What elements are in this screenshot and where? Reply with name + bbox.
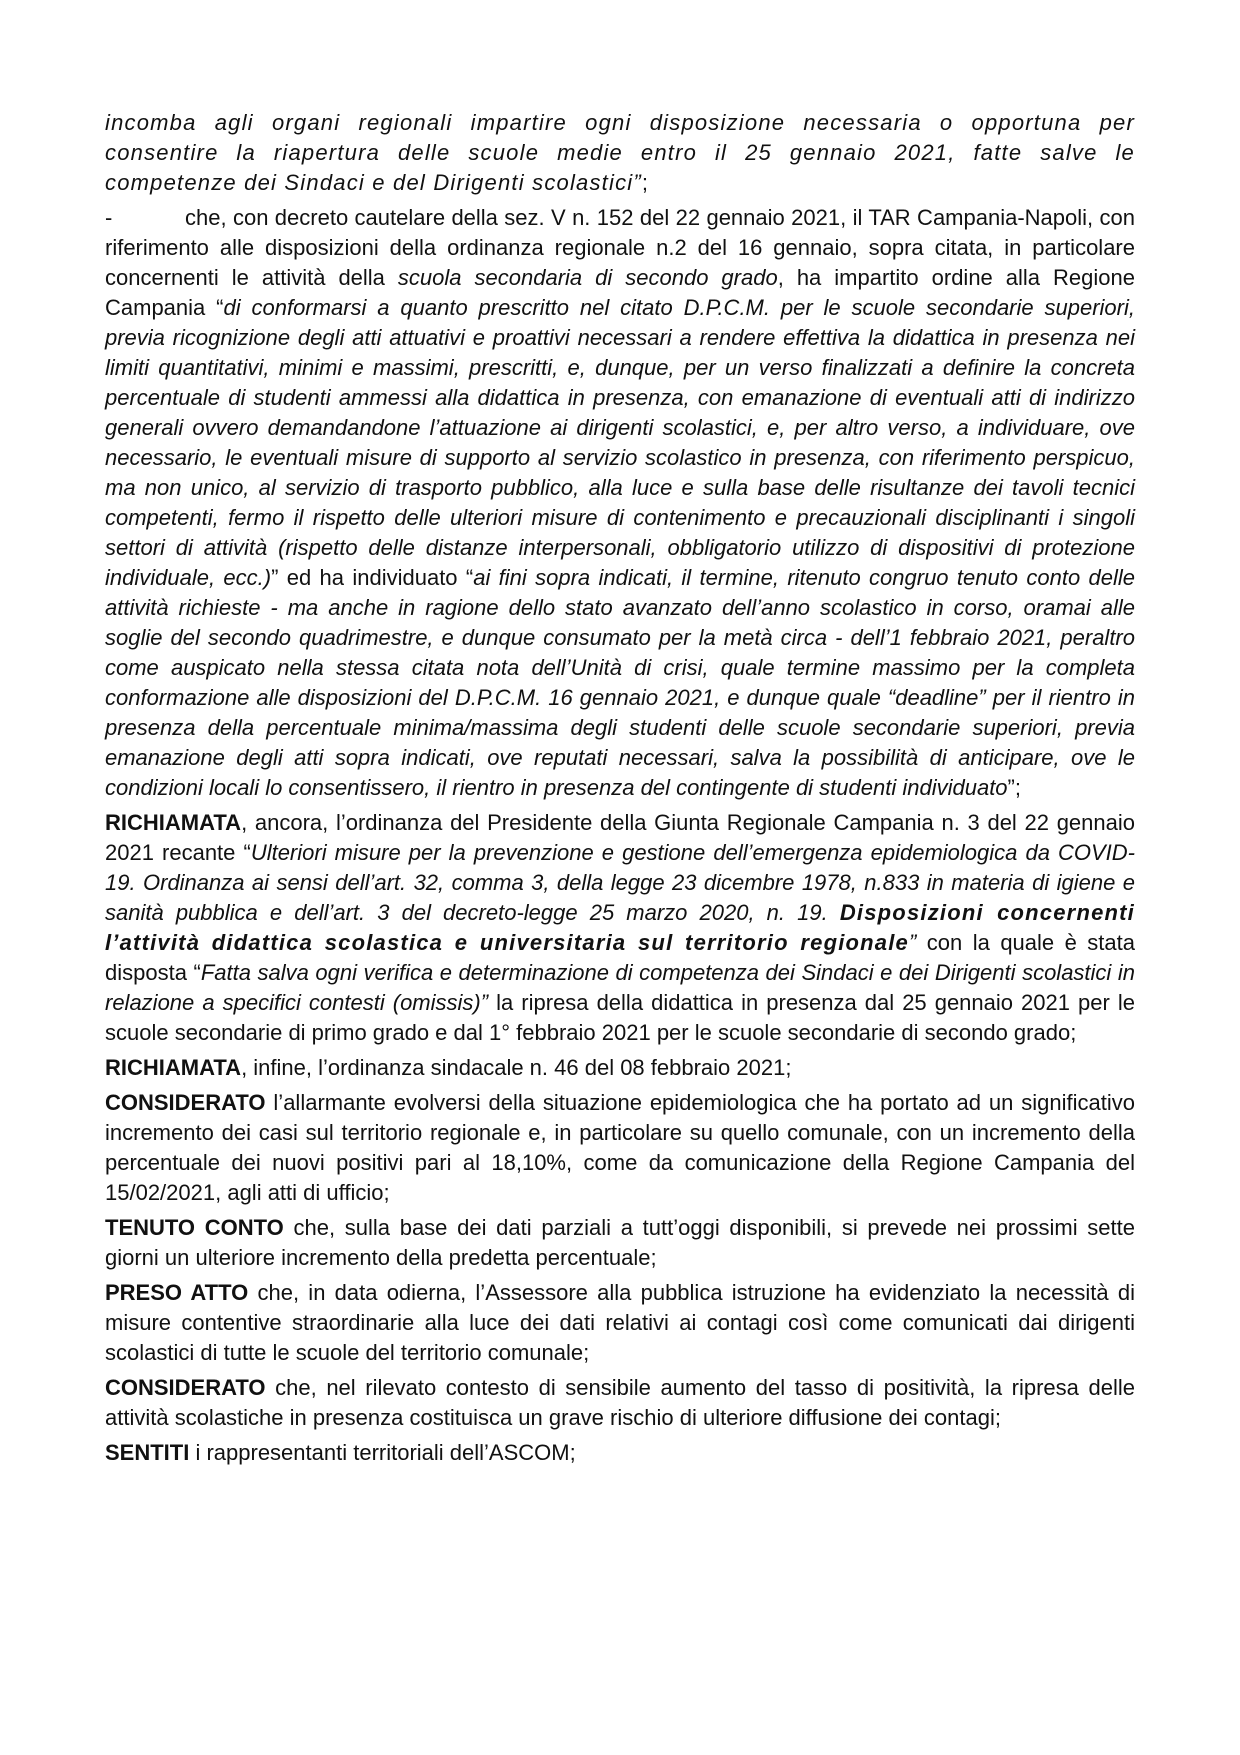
italic-text: incomba agli organi regionali impartire ogni disposizione necessaria o opportuna per consentire la riapertura delle scuole medie entro il 25 gennaio 2021, fatte salve le competenze dei Sindaci e del Dirigenti scolastici” [105, 110, 1135, 195]
document-page [105, 108, 1135, 1473]
list-dash: - [105, 205, 113, 230]
italic-text: Ulteriori misure per la prevenzione e gestione dell’emergenza epidemiologica da COVID-19. Ordinanza ai sensi dell’art. 32, comma 3, della legge 23 dicembre 1978, n.833 in materia di igiene e sanità pubblica e dell’art. 3 del decreto-legge 25 marzo 2020, n. 19. [105, 840, 1136, 925]
text: che, con decreto cautelare della sez. V n. 152 del 22 gennaio 2021, il TAR Campania-Napoli, con riferimento alle disposizioni della ordinanza regionale n.2 del 16 gennaio, sopra citata, in particolare concernenti le attività della [105, 205, 1135, 290]
text: che, nel rilevato contesto di sensibile aumento del tasso di positività, la ripresa delle attività scolastiche in presenza costituisca un grave rischio di ulteriore diffusione dei contagi; [105, 1375, 1135, 1430]
text: , ancora, l’ordinanza del Presidente della Giunta Regionale Campania n. 3 del 22 gennaio 2021 recante “ [105, 810, 1135, 865]
paragraph-tar-decree [105, 203, 1135, 803]
paragraph-considerato-epidemiologica [105, 1088, 1135, 1208]
paragraph-preso-atto [105, 1278, 1135, 1368]
paragraph-considerato-positivita [105, 1373, 1135, 1433]
bold-heading: CONSIDERATO [105, 1375, 266, 1400]
bold-heading: RICHIAMATA [105, 1055, 242, 1080]
text: la ripresa della didattica in presenza dal 25 gennaio 2021 per le scuole secondarie di primo grado e dal 1° febbraio 2021 per le scuole secondarie di secondo grado; [105, 990, 1136, 1045]
paragraph-quote-continuation [105, 108, 1135, 198]
text: , ha impartito ordine alla Regione Campania “ [105, 265, 1135, 320]
bold-heading: PRESO ATTO [105, 1280, 249, 1305]
italic-text: ” [909, 930, 917, 955]
italic-text: Disposizioni concernenti l’attività didattica scolastica e universitaria sul territorio regionale [105, 900, 1135, 955]
text: ”; [1007, 775, 1021, 800]
bold-heading: TENUTO CONTO [105, 1215, 284, 1240]
bold-heading: CONSIDERATO [105, 1090, 266, 1115]
italic-text: di conformarsi a quanto prescritto nel citato D.P.C.M. per le scuole secondarie superiori, previa ricognizione degli atti attuativi e proattivi necessari a rendere effettiva la didattica in presenza nei limiti quantitativi, minimi e massimi, prescritti, e, dunque, per un verso finalizzati a definire la concreta percentuale di studenti ammessi alla didattica in presenza, con emanazione di eventuali atti di indirizzo generali ovvero demandandone l’attuazione ai dirigenti scolastici, e, per altro verso, a individuare, ove necessario, le eventuali misure di supporto al servizio scolastico in presenza, con riferimento perspicuo, ma non unico, al servizio di trasporto pubblico, alla luce e sulla base delle risultanze dei tavoli tecnici competenti, fermo il rispetto delle ulteriori misure di contenimento e precauzionali disciplinanti i singoli settori di attività (rispetto delle distanze interpersonali, obbligatorio utilizzo di dispositivi di protezione individuale, ecc.) [105, 295, 1135, 590]
text: , infine, l’ordinanza sindacale n. 46 del 08 febbraio 2021; [241, 1055, 792, 1080]
italic-text: scuola secondaria di secondo grado [397, 265, 778, 290]
bold-heading: RICHIAMATA [105, 810, 242, 835]
text: ; [641, 170, 649, 195]
italic-text: ai fini sopra indicati, il termine, ritenuto congruo tenuto conto delle attività richieste - ma anche in ragione dello stato avanzato dell’anno scolastico in corso, oramai alle soglie del secondo quadrimestre, e dunque consumato per la metà circa - dell’1 febbraio 2021, peraltro come auspicato nella stessa citata nota dell’Unità di crisi, quale termine massimo per la completa conformazione alle disposizioni del D.P.C.M. 16 gennaio 2021, e dunque quale “deadline” per il rientro in presenza della percentuale minima/massima degli studenti delle scuole secondarie superiori, previa emanazione degli atti sopra indicati, ove reputati necessari, salva la possibilità di anticipare, ove le condizioni locali lo consentissero, il rientro in presenza del contingente di studenti individuato [105, 565, 1136, 800]
bold-heading: SENTITI [105, 1440, 190, 1465]
text: che, in data odierna, l’Assessore alla pubblica istruzione ha evidenziato la necessità di misure contentive straordinarie alla luce dei dati relativi ai contagi così come comunicati dai dirigenti scolastici di tutte le scuole del territorio comunale; [105, 1280, 1135, 1365]
paragraph-sentiti [105, 1438, 1135, 1468]
text: che, sulla base dei dati parziali a tutt’oggi disponibili, si prevede nei prossimi sette giorni un ulteriore incremento della predetta percentuale; [105, 1215, 1135, 1270]
text: i rappresentanti territoriali dell’ASCOM; [189, 1440, 576, 1465]
text: l’allarmante evolversi della situazione epidemiologica che ha portato ad un significativo incremento dei casi sul territorio regionale e, in particolare su quello comunale, con un incremento della percentuale dei nuovi positivi pari al 18,10%, come da comunicazione della Regione Campania del 15/02/2021, agli atti di ufficio; [105, 1090, 1135, 1205]
text: ” ed ha individuato “ [271, 565, 474, 590]
text: con la quale è stata disposta “ [105, 930, 1136, 985]
italic-text: Fatta salva ogni verifica e determinazione di competenza dei Sindaci e dei Dirigenti scolastici in relazione a specifici contesti (omissis)” [105, 960, 1135, 1015]
paragraph-richiamata-ordinanza-3 [105, 808, 1135, 1048]
paragraph-tenuto-conto [105, 1213, 1135, 1273]
paragraph-richiamata-ordinanza-46 [105, 1053, 1135, 1083]
